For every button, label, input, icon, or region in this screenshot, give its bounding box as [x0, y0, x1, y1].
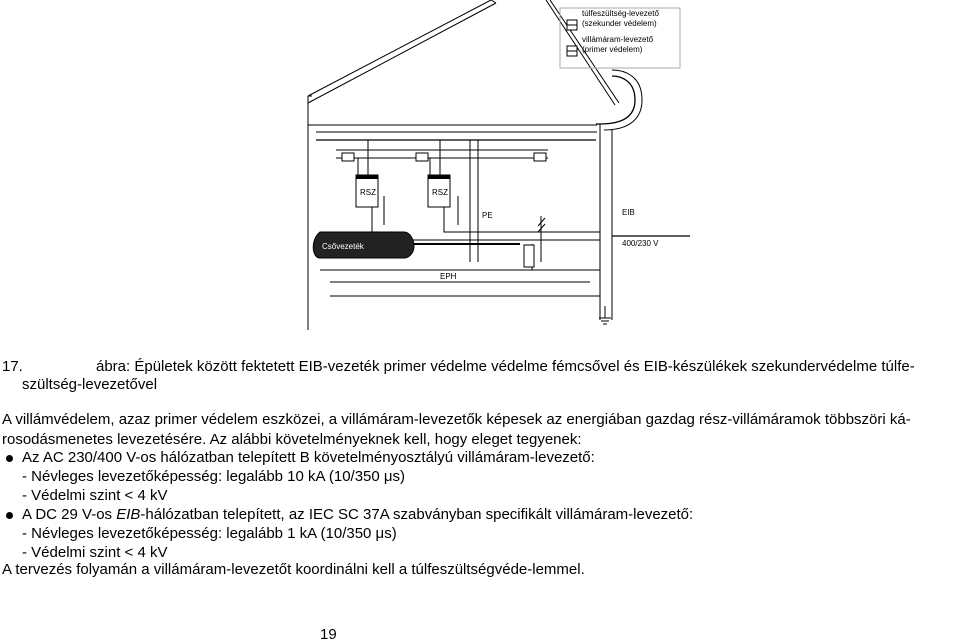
caption-number: 17.	[2, 358, 23, 375]
item2-line2: - Védelmi szint < 4 kV	[22, 544, 168, 561]
legend-lightning-line2: (primer védelem)	[582, 45, 643, 54]
bullet-icon	[6, 512, 13, 519]
legend-surge-line1: túlfeszültség-levezető	[582, 9, 659, 18]
item1-line1: - Névleges levezetőképesség: legalább 10 kA (10/350 μs)	[22, 468, 406, 485]
closing-sentence: A tervezés folyamán a villámáram-levezetőt koordinálni kell a túlfeszültségvéde-lemmel.	[2, 561, 585, 578]
caption-text-line2: szültség-levezetővel	[22, 376, 158, 393]
page-number: 19	[320, 626, 337, 643]
legend-lightning-line1: villámáram-levezető	[582, 35, 654, 44]
ceiling-line	[308, 125, 597, 132]
item2-prefix: A DC 29 V-os	[22, 506, 117, 523]
item2-italic: EIB	[116, 506, 141, 523]
legend-surge-line2: (szekunder védelem)	[582, 19, 657, 28]
roof-outline	[308, 0, 496, 103]
pipe-label: Csővezeték	[322, 242, 364, 251]
gutter-curve	[596, 76, 635, 124]
item2-line1: - Névleges levezetőképesség: legalább 1 kA (10/350 μs)	[22, 525, 397, 542]
eph-label: EPH	[440, 272, 457, 281]
eib-label: EIB	[622, 208, 635, 217]
wall-outline	[308, 96, 312, 330]
item1-title: Az AC 230/400 V-os hálózatban telepített B követelményosztályú villámáram-levezető:	[22, 449, 595, 466]
intro-line1: A villámvédelem, azaz primer védelem eszközei, a villámáram-levezetők képesek az energiában gazdag rész-villámáramok többszöri ká-	[2, 411, 911, 428]
rsz-label: RSZ	[432, 188, 448, 197]
intro-line2: rosodásmenetes levezetésére. Az alábbi követelményeknek kell, hogy eleget tegyenek:	[2, 431, 582, 448]
item1-line2: - Védelmi szint < 4 kV	[22, 487, 168, 504]
voltage-label: 400/230 V	[622, 239, 659, 248]
figure-caption	[2, 357, 952, 377]
item2-suffix: -hálózatban telepített, az IEC SC 37A szabványban specifikált villámáram-levezető:	[140, 506, 694, 523]
downpipe	[600, 124, 612, 320]
item2-title	[22, 505, 960, 525]
pe-label: PE	[482, 211, 493, 220]
ground-symbol	[599, 306, 611, 324]
bullet-icon	[6, 455, 13, 462]
caption-text-line1: ábra: Épületek között fektetett EIB-vezeték primer védelme védelme fémcsővel és EIB-készülékek szekundervédelme túlfe-	[96, 358, 915, 375]
rsz-label: RSZ	[360, 188, 376, 197]
